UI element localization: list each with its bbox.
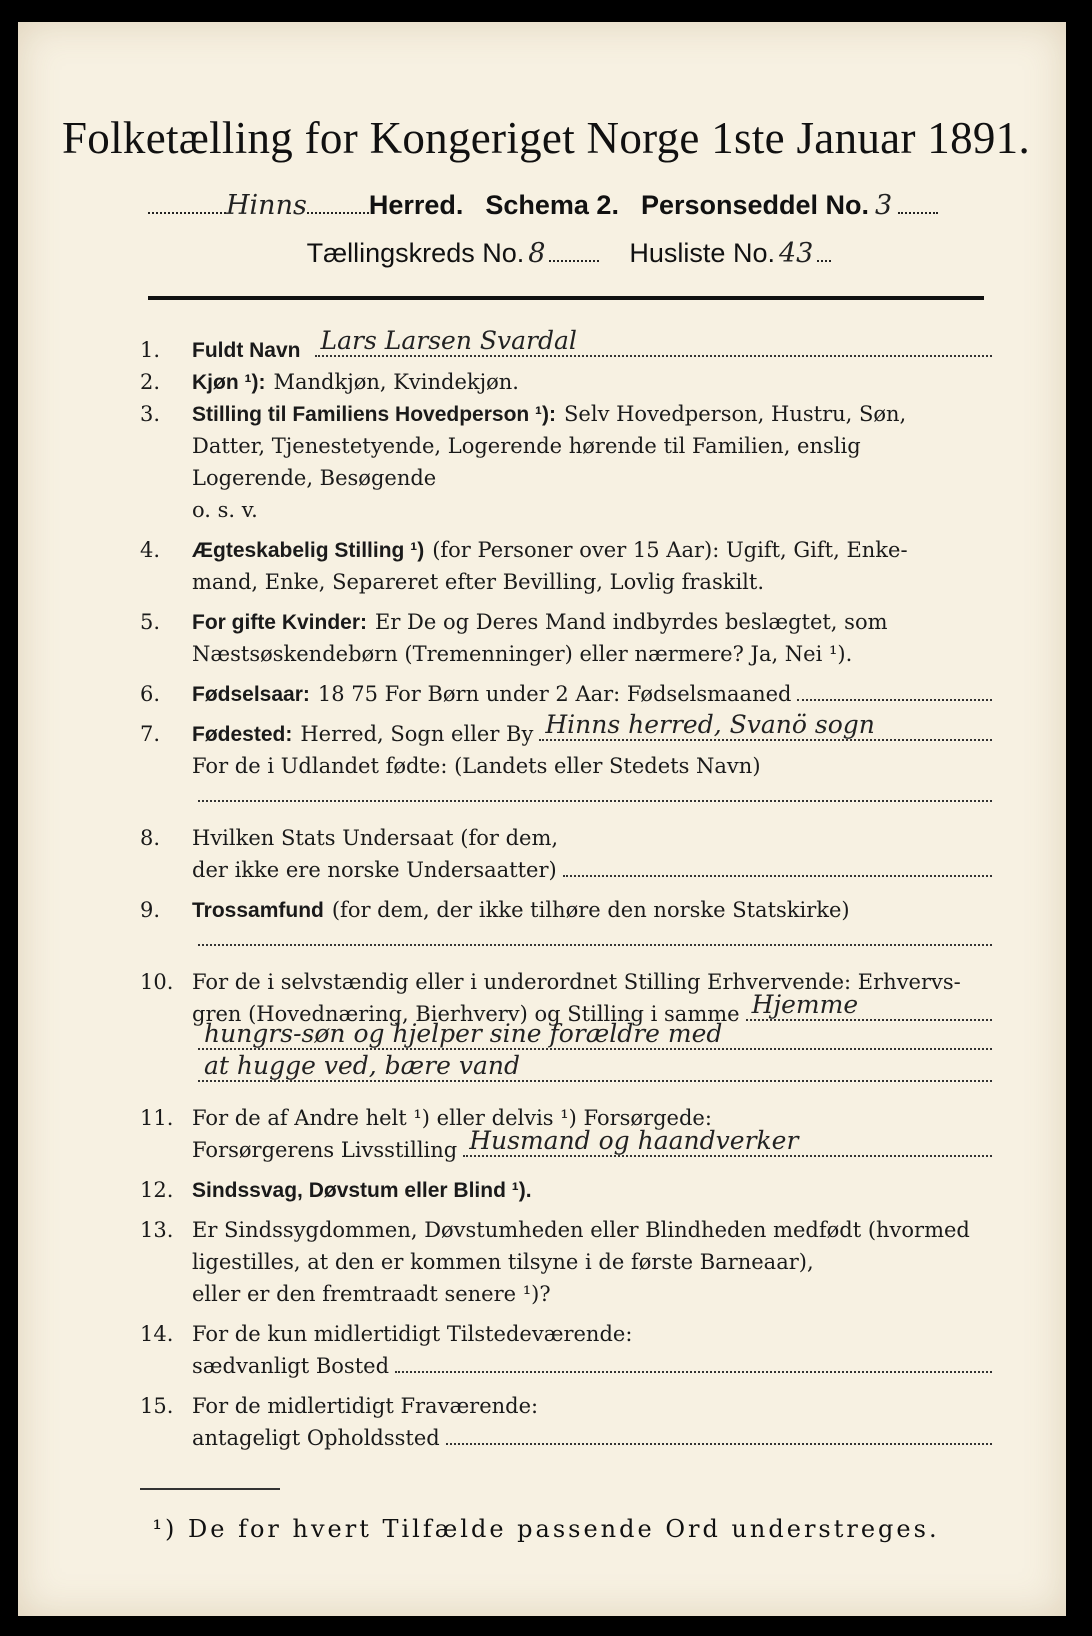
item-text-group (192, 1426, 992, 1450)
item-text: antageligt Opholdssted (192, 1426, 440, 1450)
form-item-row (140, 538, 992, 570)
item-bold-label: Trossamfund (192, 899, 324, 922)
item-text-group (192, 402, 992, 427)
form-item-row (140, 1250, 992, 1282)
item-number: 12. (140, 1178, 174, 1202)
item-text: Er De og Deres Mand indbyrdes beslægtet, som (375, 610, 888, 634)
form-title: Folketælling for Kongeriget Norge 1ste Januar 1891. (61, 113, 1031, 163)
answer-line (198, 786, 992, 802)
item-number: 10. (140, 970, 174, 994)
item-number: 2. (140, 370, 161, 394)
form-item-row (140, 642, 992, 674)
item-text: For de midlertidigt Fraværende: (192, 1394, 539, 1418)
item-text: For de i Udlandet fødte: (Landets eller Stedets Navn) (192, 754, 761, 778)
item-text: (for dem, der ikke tilhøre den norske Statskirke) (331, 898, 850, 922)
item-number: 8. (140, 826, 161, 850)
herred-handwritten: Hinns (226, 190, 307, 221)
form-item-row (140, 898, 992, 930)
item-text-group (192, 682, 992, 707)
answer-line (198, 1019, 992, 1050)
answer-line (395, 1357, 992, 1373)
taellingskreds-label: Tællingskreds No. (306, 238, 525, 268)
item-text: der ikke ere norske Undersaatter) (192, 858, 557, 882)
item-text: For de af Andre helt ¹) eller delvis ¹) Forsørgede: (192, 1106, 712, 1130)
item-text-group (192, 1051, 992, 1082)
form-item-row (140, 826, 992, 858)
item-text-group (192, 370, 992, 395)
form-item-row (140, 498, 992, 530)
item-text: Hvilken Stats Undersaat (for dem, (192, 826, 559, 850)
form-item-row (140, 754, 992, 786)
item-text-group (192, 326, 992, 363)
item-number: 6. (140, 682, 161, 706)
form-item-row (140, 1218, 992, 1250)
item-bold-label: Fødselsaar: (192, 683, 310, 706)
item-text: 18 75 For Børn under 2 Aar: Fødselsmaaned (317, 682, 792, 706)
form-item-row (140, 1051, 992, 1098)
item-text-group (192, 898, 992, 923)
item-text-group (192, 1354, 992, 1378)
handwritten-answer: Hinns herred, Svanö sogn (545, 710, 875, 739)
item-bold-label: Kjøn ¹): (192, 371, 266, 394)
personseddel-number: 3 (875, 190, 893, 221)
form-item-row (140, 930, 992, 962)
item-text-group (192, 1126, 992, 1162)
form-items (140, 326, 992, 1458)
form-item-row (140, 1178, 992, 1210)
item-text: Forsørgerens Livsstilling (192, 1138, 458, 1162)
item-text-group (192, 1179, 992, 1203)
form-item-row (140, 1354, 992, 1386)
item-number: 9. (140, 898, 161, 922)
answer-line (446, 1429, 992, 1445)
handwritten-answer: Husmand og haandverker (469, 1126, 799, 1155)
item-bold-label: Fødested: (192, 723, 293, 746)
item-bold-label: Ægteskabelig Stilling ¹) (192, 539, 425, 562)
husliste-number: 43 (778, 238, 814, 269)
header-line-2 (148, 190, 990, 221)
item-text: For de i selvstændig eller i underordnet Stilling Erhvervende: Erhvervs- (192, 970, 961, 994)
handwritten-answer: at hugge ved, bære vand (204, 1051, 520, 1080)
item-text: Logerende, Besøgende (192, 466, 437, 490)
form-item-row (140, 1126, 992, 1170)
item-bold-label: Sindssvag, Døvstum eller Blind ¹). (192, 1179, 532, 1202)
answer-line (797, 685, 992, 701)
item-text-group (192, 538, 992, 563)
form-item-row (140, 434, 992, 466)
handwritten-answer: Hjemme (751, 990, 859, 1019)
item-text-group (192, 1019, 992, 1050)
form-item-row (140, 570, 992, 602)
form-item-row (140, 1282, 992, 1314)
handwritten-answer: hungrs-søn og hjelper sine forældre med (204, 1019, 723, 1048)
answer-line (539, 710, 992, 741)
form-item-row (140, 610, 992, 642)
item-text-group (192, 1282, 992, 1306)
item-number: 11. (140, 1106, 174, 1130)
answer-line (463, 1126, 992, 1157)
item-bold-label: Fuldt Navn (192, 339, 301, 362)
personseddel-label: Personseddel No. (640, 190, 870, 220)
item-text: sædvanligt Bosted (192, 1354, 390, 1378)
form-item-row (140, 1426, 992, 1458)
item-text-group (192, 786, 992, 802)
answer-line (198, 930, 992, 946)
item-text: eller er den fremtraadt senere ¹)? (192, 1282, 551, 1306)
item-text-group (192, 826, 992, 850)
item-text: Næstsøskendebørn (Tremenninger) eller nærmere? Ja, Nei ¹). (192, 642, 853, 666)
item-text: Datter, Tjenestetyende, Logerende hørende til Familien, enslig (192, 434, 861, 458)
item-text: gren (Hovednæring, Bierhverv) og Stilling i samme (192, 1002, 740, 1026)
form-item-row (140, 370, 992, 402)
item-text: For de kun midlertidigt Tilstedeværende: (192, 1322, 633, 1346)
item-text-group (192, 754, 992, 778)
item-text: Selv Hovedperson, Hustru, Søn, (564, 402, 907, 426)
item-number: 14. (140, 1322, 174, 1346)
form-item-row (140, 466, 992, 498)
item-text: Herred, Sogn eller By (300, 722, 534, 746)
form-item-row (140, 710, 992, 754)
item-text-group (192, 930, 992, 946)
answer-line (198, 1051, 992, 1082)
item-text: Mandkjøn, Kvindekjøn. (273, 370, 519, 394)
form-item-row (140, 326, 992, 370)
item-text: Er Sindssygdommen, Døvstumheden eller Blindheden medfødt (hvormed (192, 1218, 970, 1242)
item-text-group (192, 434, 992, 458)
item-text: mand, Enke, Separeret efter Bevilling, Lovlig fraskilt. (192, 570, 765, 594)
item-text: o. s. v. (192, 498, 258, 522)
schema-label: Schema 2. (485, 190, 619, 220)
item-text-group (192, 1250, 992, 1274)
item-text-group (192, 970, 992, 994)
item-text-group (192, 610, 992, 635)
answer-line (746, 990, 992, 1021)
header-line-3 (148, 238, 990, 269)
footnote-divider (140, 1488, 280, 1490)
item-number: 13. (140, 1218, 174, 1242)
item-bold-label: Stilling til Familiens Hovedperson ¹): (192, 403, 557, 426)
item-number: 15. (140, 1394, 174, 1418)
item-text-group (192, 1218, 992, 1242)
form-item-row (140, 402, 992, 434)
form-item-row (140, 1322, 992, 1354)
item-bold-label: For gifte Kvinder: (192, 611, 368, 634)
answer-line (315, 326, 993, 357)
item-text-group (192, 570, 992, 594)
item-number: 7. (140, 722, 161, 746)
form-item-row (140, 786, 992, 818)
item-text-group (192, 498, 992, 522)
husliste-label: Husliste No. (629, 238, 775, 268)
footnote: ¹) De for hvert Tilfælde passende Ord understreges. (152, 1515, 940, 1543)
item-number: 5. (140, 610, 161, 634)
item-text-group (192, 710, 992, 747)
answer-line (563, 861, 992, 877)
item-text-group (192, 466, 992, 490)
item-text-group (192, 1394, 992, 1418)
item-text-group (192, 642, 992, 666)
form-item-row (140, 970, 992, 1002)
item-text-group (192, 858, 992, 882)
herred-label: Herred. (368, 190, 464, 220)
item-number: 4. (140, 538, 161, 562)
item-text-group (192, 1322, 992, 1346)
item-text: (for Personer over 15 Aar): Ugift, Gift, Enke- (432, 538, 908, 562)
header-divider (148, 296, 984, 300)
item-number: 3. (140, 402, 161, 426)
taellingskreds-number: 8 (528, 238, 546, 269)
form-item-row (140, 1394, 992, 1426)
form-item-row (140, 858, 992, 890)
item-number: 1. (140, 338, 161, 362)
handwritten-answer: Lars Larsen Svardal (320, 326, 577, 355)
item-text: ligestilles, at den er kommen tilsyne i de første Barneaar), (192, 1250, 814, 1274)
